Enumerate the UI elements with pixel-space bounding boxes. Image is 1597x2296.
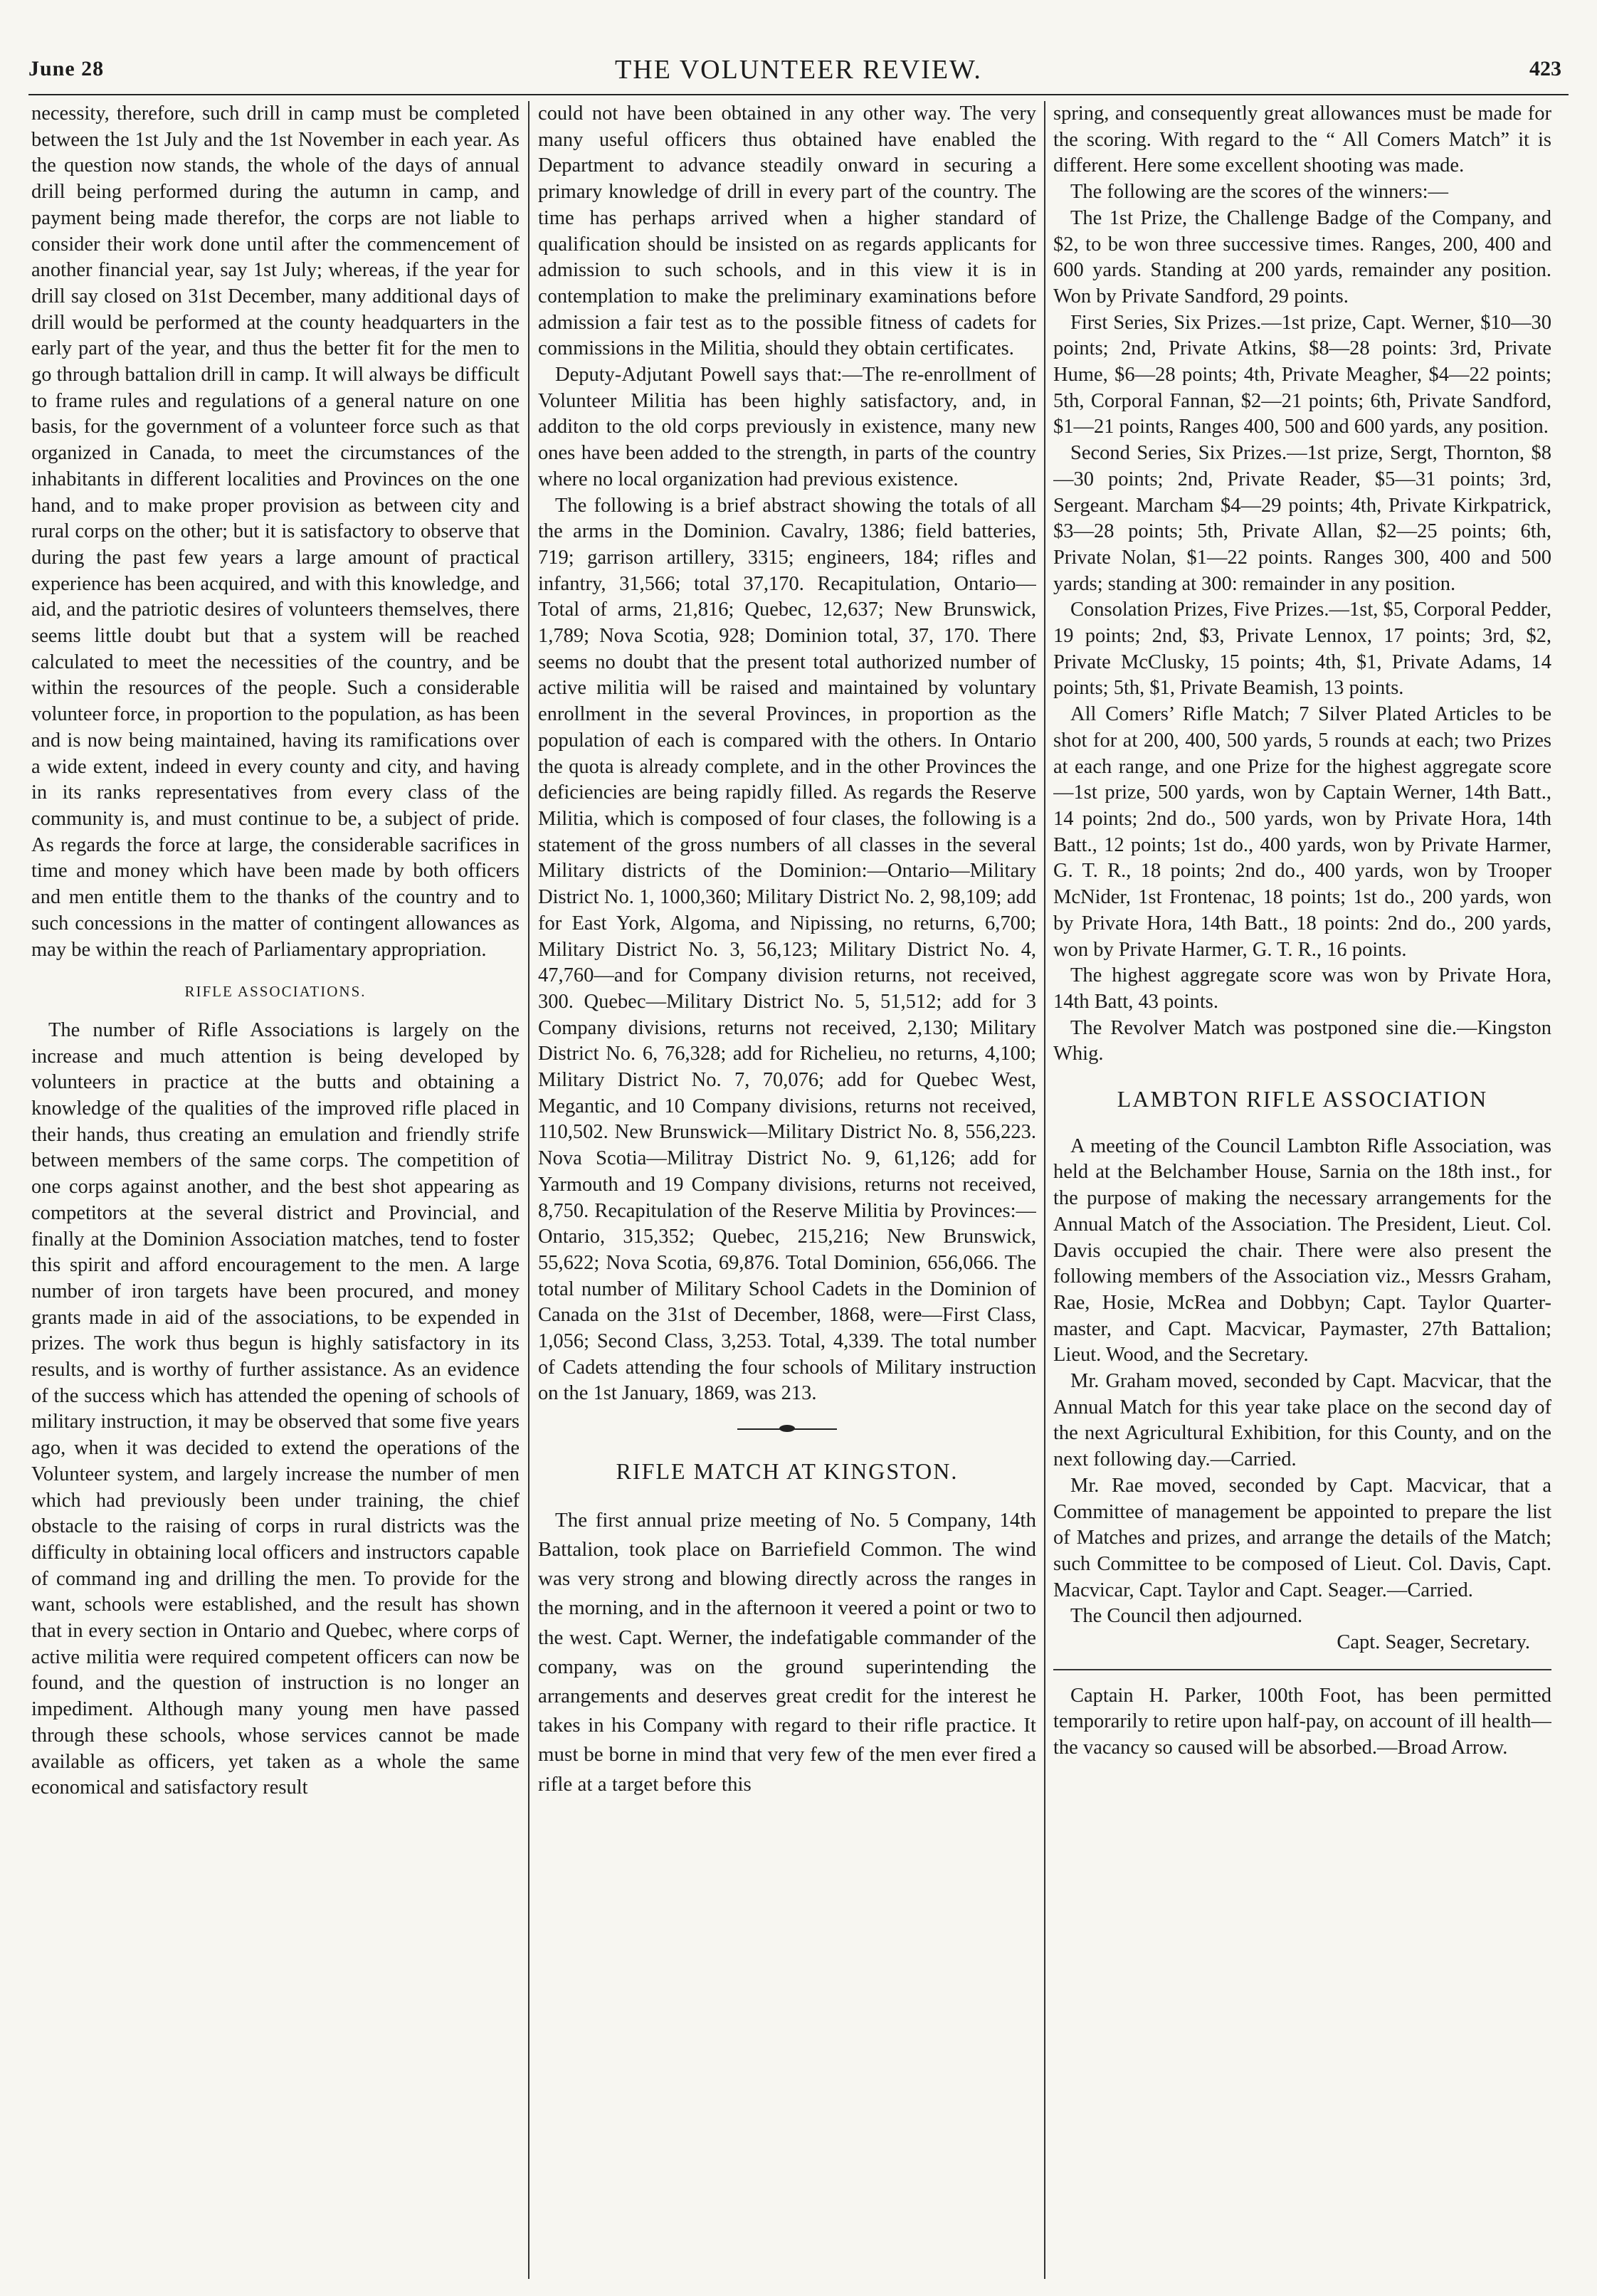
publication-title: THE VOLUNTEER REVIEW. (615, 55, 982, 85)
column-3 (1053, 101, 1551, 2279)
paragraph: The following are the scores of the winners:— (1070, 181, 1449, 204)
page-number: 423 (1529, 57, 1561, 80)
paragraph: First Series, Six Prizes.—1st prize, Capt. Werner, $10—30 points; 2nd, Private Atkins, $8—28 points: 3rd, Private Hume, $6—28 points; 4th, Private Meagher, $4—22 points; 5th, Corporal Fannan, $2—21 points; 6th, Private Sandford, $1—21 points, Ranges 400, 500 and 600 yards, any position. (1053, 311, 1551, 438)
article-body (538, 1506, 1036, 1799)
paragraph: Second Series, Six Prizes.—1st prize, Sergt, Thornton, $8—30 points; 2nd, Private Reader, $5—31 points; 3rd, Sergeant. Marcham $4—29 points; 4th, Private Kirkpatrick, $3—28 points; 5th, Private Allan, $2—25 points; 6th, Private Nolan, $1—22 points. Ranges 300, 400 and 500 yards; standing at 300: remainder in any position. (1053, 442, 1551, 595)
paragraph: could not have been obtained in any other way. The very many useful officers thus obtained have enabled the Department to advance steadily onward in securing a primary knowledge of drill in every part of the country. The time has perhaps arrived when a higher standard of qualification should be insisted on as regards applicants for admission to such schools, and in this view it is in contemplation to make the preliminary examinations before admission a fair test as to the possible fitness of cadets for commissions in the Militia, should they obtain certificates. (538, 102, 1036, 360)
paragraph: Deputy-Adjutant Powell says that:—The re-enrollment of Volunteer Militia has been highly satisfactory, and, in additon to the old corps previously in existence, many new ones have been added to the strength, in parts of the country where no local organization had previous existence. (538, 364, 1036, 490)
separator-ornament (779, 1425, 795, 1432)
paragraph: All Comers’ Rifle Match; 7 Silver Plated Articles to be shot for at 200, 400, 500 yards, 5 rounds at each; two Prizes at each range, and one Prize for the highest aggregate score—1st prize, 500 yards, won by Captain Werner, 14th Batt., 14 points; 2nd do., 500 yards, won by Private Hora, 14th Batt., 12 points; 1st do., 400 yards, won by Private Harmer, G. T. R., 18 points; 2nd do., 400 yards, won by Trooper McNider, 1st Frontenac, 18 points; 1st do., 200 yards, won by Private Hora, 14th Batt., 18 points: 2nd do., 200 yards, won by Private Harmer, G. T. R., 16 points. (1053, 703, 1551, 961)
signature: Capt. Seager, Secretary. (1337, 1631, 1530, 1654)
paragraph: Mr. Graham moved, seconded by Capt. Macvicar, that the Annual Match for this year take place on the second day of the next Agricultural Exhibition, for this County, and on the next following day.—Carried. (1053, 1370, 1551, 1471)
paragraph: Mr. Rae moved, seconded by Capt. Macvicar, that a Committee of management be appointed to prepare the list of Matches and prizes, and arrange the details of the Match; such Committee to be composed of Lieut. Col. Davis, Capt. Macvicar, Capt. Taylor and Capt. Seager.—Carried. (1053, 1474, 1551, 1601)
paragraph: spring, and consequently great allowances must be made for the scoring. With regard to the “ All Comers Match” it is different. Here some excellent shooting was made. (1053, 102, 1551, 177)
issue-date: June 28 (28, 57, 105, 80)
paragraph: Consolation Prizes, Five Prizes.—1st, $5, Corporal Pedder, 19 points; 2nd, $3, Private Lennox, 17 points; 3rd, $2, Private McClusky, 15 points; 4th, $1, Private Adams, 14 points; 5th, $1, Private Beamish, 13 points. (1053, 599, 1551, 700)
paragraph: The highest aggregate score was won by Private Hora, 14th Batt, 43 points. (1053, 964, 1551, 1013)
article-heading: LAMBTON RIFLE ASSOCIATION (1117, 1086, 1488, 1112)
paragraph: The Revolver Match was postponed sine die.—Kingston Whig. (1053, 1016, 1551, 1065)
paragraph: necessity, therefore, such drill in camp must be completed between the 1st July and the 1st November in each year. As the question now stands, the whole of the days of annual drill being performed during the autumn in camp, and payment being made therefor, the corps are not liable to consider their work done until after the commencement of another financial year, say 1st July; whereas, if the year for drill say closed on 31st December, many additional days of drill would be performed at the county headquarters in the early part of the year, and thus the better fit for the men to go through battalion drill in camp. It will always be difficult to frame rules and regulations of a general nature on one basis, for the government of a volunteer force such as that organized in Canada, to meet the circumstances of the inhabitants in different localities and Provinces on the one hand, and to make proper provision as between city and rural corps on the other; but it is satisfactory to observe that during the past few years a large amount of practical experience has been acquired, and with this knowledge, and aid, and the patriotic desires of volunteers themselves, there seems little doubt but that a system will be reached calculated to meet the necessities of the country, and be within the resources of the people. Such a considerable volunteer force, in proportion to the population, as has been and is now being maintained, having its ramifications over a wide extent, indeed in every county and city, and having in its ranks representatives from every class of the community is, and must continue to be, a subject of pride. As regards the force at large, the considerable sacrifices in time and money which have been made by both officers and men entitle them to the thanks of the country and to such concessions in the matter of contingent allowances as may be within the reach of Parliamentary appropriation. (31, 102, 520, 961)
column-1 (31, 101, 520, 2279)
paragraph: The first annual prize meeting of No. 5 Company, 14th Battalion, took place on Barriefield Common. The wind was very strong and blowing directly across the ranges in the morning, and in the afternoon it veered a point or two to the west. Capt. Werner, the indefatigable commander of the company, was on the ground superintending the arrangements and deserves great credit for the interest he takes in his Company with regard to their rifle practice. It must be borne in mind that very few of the men ever fired a rifle at a target before this (538, 1508, 1036, 1796)
paragraph: The 1st Prize, the Challenge Badge of the Company, and $2, to be won three successive times. Ranges, 200, 400 and 600 yards. Standing at 200 yards, remainder any position. Won by Private Sandford, 29 points. (1053, 206, 1551, 307)
column-2 (538, 101, 1036, 2279)
page-header (28, 50, 1569, 93)
paragraph: Captain H. Parker, 100th Foot, has been permitted temporarily to retire upon half-pay, on account of ill health—the vacancy so caused will be absorbed.—Broad Arrow. (1053, 1684, 1551, 1759)
section-separator (538, 1418, 1036, 1440)
section-rule (1053, 1669, 1551, 1670)
column-divider (1044, 101, 1045, 2279)
paragraph: The following is a brief abstract showing the totals of all the arms in the Dominion. Cavalry, 1386; field batteries, 719; garrison artillery, 3315; engineers, 184; rifles and infantry, 31,566; total 37,170. Recapitulation, Ontario—Total of arms, 21,816; Quebec, 12,637; New Brunswick, 1,789; Nova Scotia, 928; Dominion total, 37, 170. There seems no doubt that the present total authorized number of active militia will be raised and maintained by voluntary enrollment in the several Provinces, in proportion as the population of each is compared with the others. In Ontario the quota is already complete, and in the other Provinces the deficiencies are being rapidly filled. As regards the Reserve Militia, which is composed of four clases, the following is a statement of the gross numbers of all classes in the several Military districts of the Dominion:—Ontario—Military District No. 1, 1000,360; Military District No. 2, 98,109; add for East York, Algoma, and Nipissing, no returns, 6,700; Military District No. 3, 56,123; Military District No. 4, 47,760—and for Company division returns, not received, 300. Quebec—Military District No. 5, 51,512; add for 3 Company divisions, returns not received, 2,130; Military District No. 6, 76,328; add for Richelieu, no returns, 4,100; Military District No. 7, 70,076; add for Quebec West, Megantic, and 10 Company divisions, returns not received, 110,502. New Brunswick—Military District No. 8, 556,223. Nova Scotia—Militray District No. 9, 61,126; add for Yarmouth and 19 Company divisions, returns not received, 8,750. Recapitulation of the Reserve Militia by Provinces:—Ontario, 315,352; Quebec, 215,216; New Brunswick, 55,622; Nova Scotia, 69,876. Total Dominion, 656,066. The total number of Military School Cadets in the Dominion of Canada on the 31st of December, 1868, were—First Class, 1,056; Second Class, 3,253. Total, 4,339. The total number of Cadets attending the four schools of Military instruction on the 1st January, 1869, was 213. (538, 494, 1036, 1405)
header-rule (28, 94, 1569, 95)
paragraph: The Council then adjourned. (1070, 1605, 1303, 1628)
article-heading: RIFLE MATCH AT KINGSTON. (616, 1458, 959, 1485)
paragraph: A meeting of the Council Lambton Rifle Association, was held at the Belchamber House, Sarnia on the 18th inst., for the purpose of making the necessary arrangements for the Annual Match of the Association. The President, Lieut. Col. Davis occupied the chair. There were also present the following members of the Association viz., Messrs Graham, Rae, Hosie, McRea and Dobbyn; Capt. Taylor Quarter-master, and Capt. Macvicar, Paymaster, 27th Battalion; Lieut. Wood, and the Secretary. (1053, 1134, 1551, 1366)
section-subhead: RIFLE ASSOCIATIONS. (184, 983, 367, 1001)
paragraph: The number of Rifle Associations is largely on the increase and much attention is being developed by volunteers in practice at the butts and obtaining a knowledge of the qualities of the improved rifle placed in their hands, thus creating an emulation and friendly strife between members of the same corps. The competition of one corps against another, and the best shot appearing as competitors at the several district and Provincial, and finally at the Dominion Association matches, tend to foster this spirit and afford encouragement to the men. A large number of iron targets have been procured, and money grants made in aid of the associations, to be expended in prizes. The work thus begun is highly satisfactory in its results, and is worthy of further assistance. As an evidence of the success which has attended the opening of schools of military instruction, it may be observed that some five years ago, when it was decided to extend the operations of the Volunteer system, and largely increase the number of men which had previously been under training, the chief obstacle to the raising of corps in rural districts was the difficulty in obtaining local officers and instructors capable of command ing and drilling the men. To provide for the want, schools were established, and the result has shown that in every section in Ontario and Quebec, where corps of active militia were required competent officers can now be found, and the question of instruction is no longer an impediment. Although many young men have passed through these schools, whose services cannot be made available as officers, yet taken as a whole the same economical and satisfactory result (31, 1018, 520, 1799)
column-divider (528, 101, 529, 2279)
